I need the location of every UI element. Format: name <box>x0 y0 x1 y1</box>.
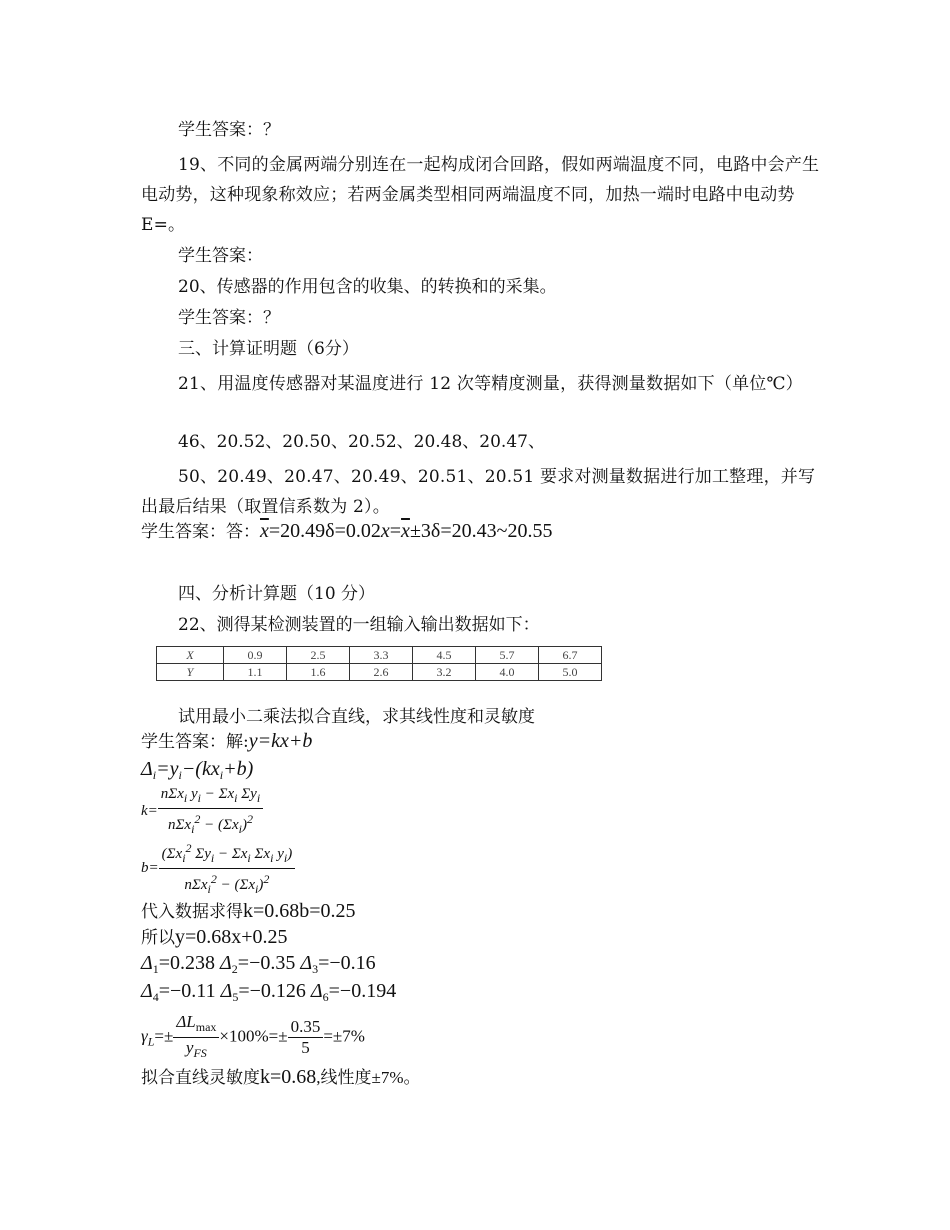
q18-student-answer: 学生答案：？ <box>178 120 280 140</box>
table-cell: 4.0 <box>476 664 539 681</box>
table-cell: 6.7 <box>539 647 602 664</box>
model-equation: y=kx+b <box>248 730 313 752</box>
q19-stem: 19、不同的金属两端分别连在一起构成闭合回路，假如两端温度不同，电路中会产生电动势，这种现象称效应；若两金属类型相同两端温度不同，加热一端时电路中电动势 E=。 <box>141 155 820 235</box>
q22-task: 试用最小二乘法拟合直线，求其线性度和灵敏度 <box>178 707 535 727</box>
q21-data-line-1: 46、20.52、20.50、20.52、20.48、20.47、 <box>178 432 545 452</box>
table-cell: 4.5 <box>413 647 476 664</box>
conclusion-k: k=0.68 <box>260 1066 317 1088</box>
q22-answer-label: 学生答案：解: <box>141 732 249 752</box>
table-cell: 0.9 <box>224 647 287 664</box>
q19-student-answer: 学生答案： <box>178 246 263 266</box>
table-cell: 3.2 <box>413 664 476 681</box>
residual-equation: $\Delta_i=y_i-(kx_i+b)$ <box>141 758 254 782</box>
q22-student-answer <box>141 730 821 753</box>
therefore-line: 所以y=0.68x+0.25 <box>141 926 288 948</box>
table-row-label: X <box>157 647 224 664</box>
conclusion-line: 拟合直线灵敏度k=0.68,线性度±7%。 <box>141 1066 421 1088</box>
q21-stem: 21、用温度传感器对某温度进行 12 次等精度测量，获得测量数据如下（单位℃） <box>178 374 803 394</box>
linearity-formula: $\gamma_L=\pm$ $\frac{\Delta L_{max}}{y_{FS}}$ ×100%=± $\frac{0.35}{5}$ =±7% <box>141 1012 365 1060</box>
table-cell: 2.5 <box>287 647 350 664</box>
q20-stem: 20、传感器的作用包含的收集、的转换和的采集。 <box>178 277 557 297</box>
table-cell: 5.7 <box>476 647 539 664</box>
substitute-line: 代入数据求得k=0.68b=0.25 <box>141 900 356 922</box>
q21-answer-formula: $\overline{x}=20.49\delta=0.02x=\overline{x}\pm 3\delta=20.43\sim 20.55$ <box>260 520 553 542</box>
q21-answer-label: 学生答案：答： <box>141 522 260 542</box>
substitute-value: k=0.68b=0.25 <box>243 900 356 922</box>
q20-student-answer: 学生答案：？ <box>178 308 280 328</box>
table-cell: 3.3 <box>350 647 413 664</box>
slope-formula: k= $\frac{n\Sigma x_i y_i - \Sigma x_i \Sigma y_i}{n\Sigma x_i^2 - (\Sigma x_i)^2}$ <box>141 784 821 839</box>
residuals-line-1: $\Delta_1=0.238$ $\Delta_2=-0.35$ $\Delta_3=-0.16$ <box>141 952 376 976</box>
io-data-table <box>156 646 602 681</box>
table-cell: 5.0 <box>539 664 602 681</box>
table-row <box>157 647 602 664</box>
table-cell: 1.6 <box>287 664 350 681</box>
intercept-formula: b= $\frac{(\Sigma x_i^2 \Sigma y_i - \Sigma x_i \Sigma x_i y_i)}{n\Sigma x_i^2 - (\Sigma x_i)^2}$ <box>141 838 821 899</box>
table-cell: 2.6 <box>350 664 413 681</box>
section-4-title: 四、分析计算题（10 分） <box>178 584 376 604</box>
q21-student-answer <box>141 520 821 543</box>
table-row <box>157 664 602 681</box>
q22-stem: 22、测得某检测装置的一组输入输出数据如下： <box>178 615 540 635</box>
table-row-label: Y <box>157 664 224 681</box>
table-cell: 1.1 <box>224 664 287 681</box>
section-3-title: 三、计算证明题（6分） <box>178 339 359 359</box>
residuals-line-2: $\Delta_4=-0.11$ $\Delta_5=-0.126$ $\Delta_6=-0.194$ <box>141 980 397 1004</box>
q21-data-line-2: 50、20.49、20.47、20.49、20.51、20.51 要求对测量数据进行加工整理，并写出最后结果（取置信系数为 2）。 <box>141 467 816 517</box>
fitted-line: y=0.68x+0.25 <box>175 926 288 948</box>
